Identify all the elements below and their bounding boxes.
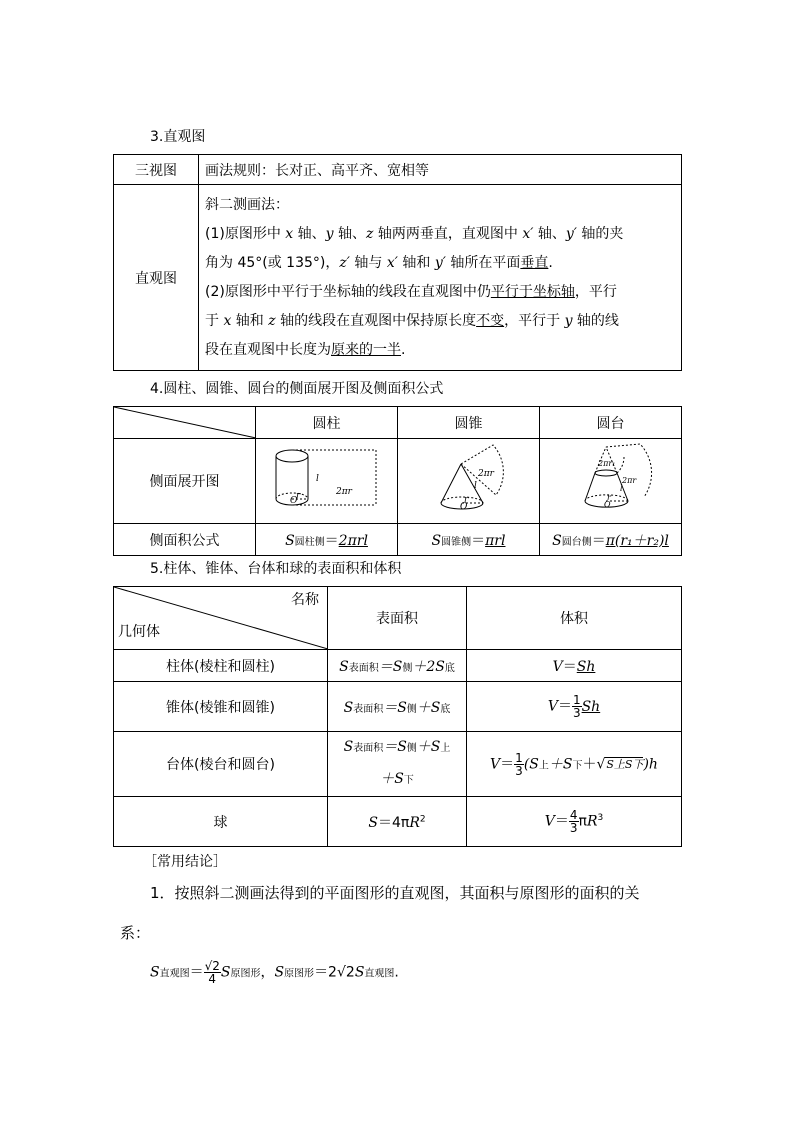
var-x-prime: x′ [386,254,398,271]
header-surface-area: 表面积 [328,587,467,650]
denominator: 3 [572,706,581,720]
text: 轴和 [231,312,269,329]
prism-area [328,650,467,682]
fraction [514,752,524,777]
text: ，平行于 [504,312,565,329]
answer-blank: Sh [576,658,596,675]
var-s: S [354,964,365,981]
section-5-title: 5.柱体、锥体、台体和球的表面积和体积 [150,561,402,577]
frustum-volume: V＝ $\frac{1}{3}$ (S上＋S下＋√S上S下)h [467,732,682,797]
text: 轴所在平面 [445,254,521,271]
conclusion-formula [150,960,399,985]
text: (S [523,756,539,772]
frustum-arc1-label: 2πr₁ [598,459,616,468]
fraction [572,694,582,719]
conclusion-line-1: 1．按照斜二测画法得到的平面图形的直观图，其面积与原图形的面积的关 [150,884,640,902]
exponent: 2 [419,813,426,824]
numerator: 1 [515,750,523,765]
cone-r-label: r [464,495,469,505]
frustum-r-label: r [607,493,611,502]
cyl-arc-label: 2πr [336,487,352,497]
var-s: S [343,739,354,755]
answer-blank: πrl [485,532,506,549]
text: ，平行 [574,283,617,300]
subscript: 侧 [406,743,417,754]
text: Sh [581,698,601,715]
cell-three-view-rule: 画法规则：长对正、高平齐、宽相等 [199,155,682,185]
equals: ＝ [324,532,339,549]
subscript: 直观图 [159,968,190,980]
oblique-heading: 斜二测画法： [205,196,289,213]
diagonal-line [114,407,256,438]
text: 轴的夹 [576,225,624,242]
equals: ＝ [189,964,204,981]
text: 轴、 [333,225,367,242]
exponent: 3 [597,812,604,823]
cone-l-label: l [474,481,477,491]
var-z: z [268,312,276,329]
row-prism-name: 柱体(棱柱和圆柱) [114,650,328,682]
answer-blank: 不变 [476,312,505,329]
denominator: 4 [208,972,217,986]
subscript: 直观图 [364,968,395,980]
var-y: y [564,312,573,329]
section-4-title: 4.圆柱、圆锥、圆台的侧面展开图及侧面积公式 [150,381,444,397]
text: (2)原图形中平行于坐标轴的线段在直观图中仍 [205,283,491,300]
cone-arc-label: 2πr [478,469,494,479]
row-frustum-name: 台体(棱台和圆台) [114,732,328,797]
text: . [394,964,399,981]
var-s: S [285,532,295,549]
text: ＝S [378,658,403,675]
radicand: S上S下 [606,758,644,771]
formula-frustum [540,524,682,556]
text: . [548,254,553,271]
var-s: S [220,964,231,981]
fraction [204,960,221,985]
table-area-volume [113,586,682,847]
subscript: 底 [444,662,455,674]
subscript: 圆柱侧 [294,536,325,548]
numerator: √2 [204,959,220,973]
sphere-area [328,797,467,847]
fraction [569,809,579,834]
cyl-r-label: r [296,491,301,501]
equals: ＝ [562,658,577,675]
formula-cylinder [256,524,398,556]
subscript: 下 [572,760,583,771]
var-s: S [339,658,349,675]
text: ＋S [416,699,441,716]
header-cylinder: 圆柱 [256,407,398,439]
var-s: S [552,532,562,549]
var-z-prime: z′ [339,254,350,271]
var-z: z [366,225,374,242]
pyramid-area [328,682,467,732]
subscript: 下 [403,775,414,786]
numerator: 4 [569,808,578,822]
frustum-diagram [540,439,682,523]
sphere-volume [467,797,682,847]
var-y: y [325,225,334,242]
var-x: x [285,225,294,242]
subscript: 表面积 [353,703,384,715]
diagonal-header-cell [114,587,328,650]
table-oblique [113,154,682,371]
subscript: 底 [440,703,451,715]
section-3-title: 3.直观图 [150,129,206,145]
header-name-label: 名称 [291,592,319,608]
equals: ＝ [471,532,486,549]
header-cone: 圆锥 [398,407,540,439]
cyl-l-label: l [316,474,319,484]
cylinder-unfold-figure [256,439,398,524]
equals: ＝ [554,813,569,830]
var-s: S [431,532,442,549]
var-s: S [274,964,285,981]
frustum-o-label: O [604,500,611,509]
var-v: V [547,698,558,715]
cone-diagram [398,439,540,523]
var-v: V [552,658,563,675]
answer-blank: 垂直 [520,254,549,271]
text: 轴的线段在直观图中保持原长度 [275,312,477,329]
text: 轴两两垂直，直观图中 [373,225,523,242]
text: 轴与 [349,254,387,271]
cyl-o-label: O [290,496,298,506]
answer-blank: 2πrl [338,532,368,549]
subscript: 侧 [402,662,413,674]
header-solid-label: 几何体 [118,624,160,640]
cell-three-view-label: 三视图 [114,155,199,185]
text: 轴和 [397,254,435,271]
row-formula-label: 侧面积公式 [114,524,256,556]
equals: ＝ [557,698,572,715]
text: ＋S [548,756,573,772]
pi: π [578,813,587,830]
row-pyramid-name: 锥体(棱锥和圆锥) [114,682,328,732]
text: ＋S [380,771,404,787]
text: )h [643,756,658,772]
frustum-area [328,732,467,797]
denominator: 3 [515,763,523,778]
numerator: 1 [572,693,581,707]
conclusion-title: ［常用结论］ [143,854,227,870]
text: 轴、 [533,225,566,242]
frustum-l-label: l [620,484,623,493]
var-y-prime: y′ [565,225,577,242]
text: 轴的线 [572,312,619,329]
var-r: R [409,814,420,831]
var-s: S [150,964,160,981]
cylinder-diagram [256,439,398,523]
subscript: 侧 [406,703,417,715]
header-frustum: 圆台 [540,407,682,439]
text: 于 [205,312,224,329]
subscript: 上 [440,743,451,754]
text: ＝2√2 [314,964,355,981]
formula-cone [398,524,540,556]
var-v: V [490,756,501,772]
cone-unfold-figure [398,439,540,524]
cell-oblique-label: 直观图 [114,185,199,371]
equals: ＝ [500,756,515,772]
var-s: S [343,699,354,716]
var-x-prime: x′ [522,225,534,242]
text: ＝S [383,739,407,755]
cone-o-label: O [460,502,468,512]
text: ＋S [416,739,441,755]
answer-blank: 原来的一半 [331,341,401,358]
denominator: 3 [569,821,578,835]
text: ， [260,964,275,981]
text: 轴、 [293,225,326,242]
subscript: 圆台侧 [561,536,592,548]
var-r: R [586,813,598,830]
oblique-rule-2 [205,278,677,365]
row-unfold-label: 侧面展开图 [114,439,256,524]
diagonal-header-cell [114,407,256,439]
frustum-unfold-figure [540,439,682,524]
equals: ＝ [591,532,606,549]
text: 段在直观图中长度为 [205,341,331,358]
text: (1)原图形中 [205,225,286,242]
answer-blank [572,693,601,720]
conclusion-line-2: 系： [120,924,151,942]
var-s: S [368,814,378,831]
subscript: 原图形 [230,968,261,980]
row-sphere-name: 球 [114,797,328,847]
text: ＋ [582,756,597,772]
text: ＋2S [412,658,445,675]
cell-oblique-rules [199,185,682,371]
var-x: x [223,312,232,329]
subscript: 上 [538,760,549,771]
oblique-rule-1 [205,220,677,278]
text: . [401,341,406,358]
text: ＝4π [377,814,410,831]
subscript: 表面积 [353,743,384,754]
text: 角为 45°(或 135°)， [205,254,340,271]
table-lateral [113,406,682,556]
header-volume: 体积 [467,587,682,650]
pyramid-volume [467,682,682,732]
answer-blank: 平行于坐标轴 [490,283,575,300]
answer-blank: π(r₁＋r₂)l [605,532,669,549]
var-y-prime: y′ [434,254,446,271]
prism-volume [467,650,682,682]
subscript: 圆锥侧 [441,536,472,548]
subscript: 表面积 [348,662,379,674]
subscript: 原图形 [284,968,315,980]
text: ＝S [383,699,407,716]
frustum-arc-label: 2πr [622,476,637,485]
var-v: V [544,813,555,830]
